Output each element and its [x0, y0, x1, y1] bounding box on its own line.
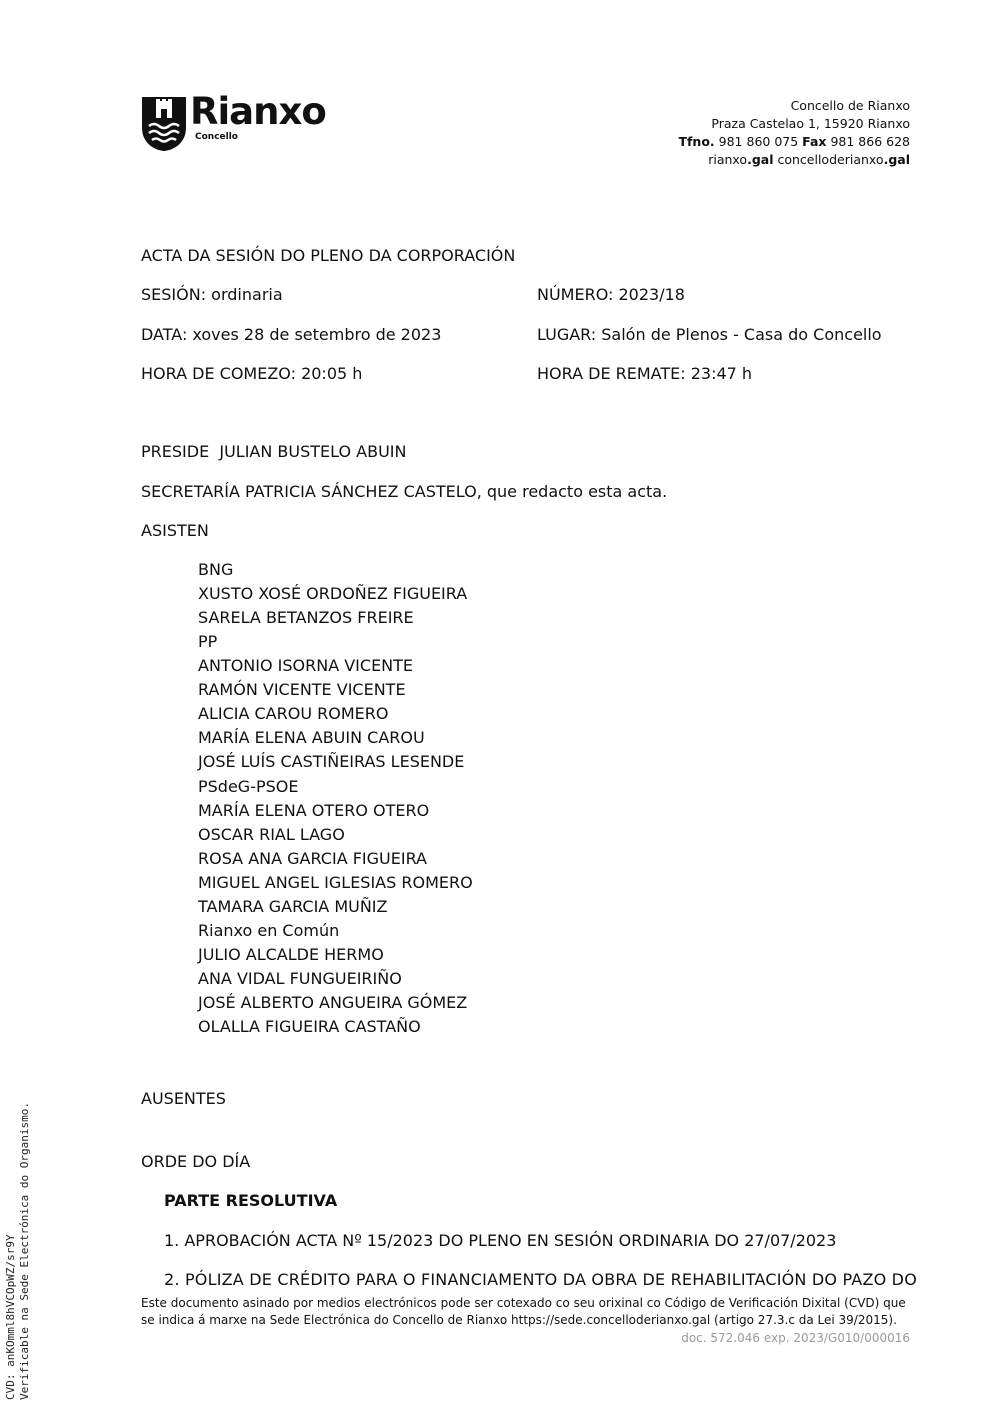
list-item: ANA VIDAL FUNGUEIRIÑO [198, 969, 402, 988]
logo-wordmark: Rianxo [190, 90, 326, 133]
list-item: MARÍA ELENA ABUIN CAROU [198, 728, 425, 747]
footer-notice [141, 1295, 911, 1329]
contact-block [678, 97, 910, 169]
act-title: ACTA DA SESIÓN DO PLENO DA CORPORACIÓN [141, 246, 516, 265]
session-type: SESIÓN: ordinaria [141, 285, 283, 304]
list-item: PSdeG-PSOE [198, 777, 299, 796]
session-date: DATA: xoves 28 de setembro de 2023 [141, 325, 442, 344]
list-item: OLALLA FIGUEIRA CASTAÑO [198, 1017, 421, 1036]
list-item: SARELA BETANZOS FREIRE [198, 608, 414, 627]
list-item: RAMÓN VICENTE VICENTE [198, 680, 406, 699]
list-item: TAMARA GARCIA MUÑIZ [198, 897, 388, 916]
fax-value: 981 866 628 [830, 134, 910, 149]
web2-tld: .gal [883, 152, 910, 167]
web2-name: concelloderianxo [777, 152, 884, 167]
list-item: XUSTO XOSÉ ORDOÑEZ FIGUEIRA [198, 584, 468, 603]
logo-subtitle: Concello [195, 132, 238, 142]
cvd-code: CVD: anKOmml8hVCOpWZ/sr9Y [4, 1234, 17, 1400]
list-item: JOSÉ ALBERTO ANGUEIRA GÓMEZ [198, 993, 468, 1012]
secretary-line: SECRETARÍA PATRICIA SÁNCHEZ CASTELO, que redacto esta acta. [141, 482, 668, 501]
start-time: HORA DE COMEZO: 20:05 h [141, 364, 363, 383]
tfno-label: Tfno. [678, 134, 715, 149]
agenda-item-2: 2. PÓLIZA DE CRÉDITO PARA O FINANCIAMENTO DA OBRA DE REHABILITACIÓN DO PAZO DO [164, 1270, 917, 1289]
preside-line: PRESIDE JULIAN BUSTELO ABUIN [141, 442, 407, 461]
document-reference: doc. 572.046 exp. 2023/G010/000016 [681, 1331, 910, 1345]
list-item: MARÍA ELENA OTERO OTERO [198, 801, 430, 820]
web1-tld: .gal [747, 152, 774, 167]
list-item: OSCAR RIAL LAGO [198, 825, 345, 844]
agenda-label: ORDE DO DÍA [141, 1152, 251, 1171]
footer-line-1: Este documento asinado por medios electrónicos pode ser cotexado co seu orixinal co Código de Verificación Dixital (CVD) que [141, 1296, 906, 1310]
agenda-section: PARTE RESOLUTIVA [164, 1191, 338, 1210]
agenda-item-1: 1. APROBACIÓN ACTA Nº 15/2023 DO PLENO EN SESIÓN ORDINARIA DO 27/07/2023 [164, 1231, 837, 1250]
attendees-label: ASISTEN [141, 521, 209, 540]
list-item: ROSA ANA GARCIA FIGUEIRA [198, 849, 427, 868]
rianxo-logo [141, 90, 346, 152]
coat-of-arms-icon [141, 96, 187, 152]
list-item: PP [198, 632, 218, 651]
verification-note: Verificable na Sede Electrónica do Organismo. [18, 1101, 31, 1400]
list-item: ANTONIO ISORNA VICENTE [198, 656, 414, 675]
session-place: LUGAR: Salón de Plenos - Casa do Concello [537, 325, 882, 344]
contact-web [678, 151, 910, 169]
web1-name: rianxo [708, 152, 748, 167]
list-item: JOSÉ LUÍS CASTIÑEIRAS LESENDE [198, 752, 465, 771]
tfno-value: 981 860 075 [718, 134, 799, 149]
session-number: NÚMERO: 2023/18 [537, 285, 685, 304]
end-time: HORA DE REMATE: 23:47 h [537, 364, 753, 383]
list-item: BNG [198, 560, 234, 579]
absent-label: AUSENTES [141, 1089, 226, 1108]
list-item: JULIO ALCALDE HERMO [198, 945, 384, 964]
contact-address: Praza Castelao 1, 15920 Rianxo [711, 116, 910, 131]
fax-label: Fax [802, 134, 827, 149]
contact-phones [678, 133, 910, 151]
contact-name: Concello de Rianxo [790, 98, 910, 113]
list-item: ALICIA CAROU ROMERO [198, 704, 389, 723]
list-item: Rianxo en Común [198, 921, 340, 940]
list-item: MIGUEL ANGEL IGLESIAS ROMERO [198, 873, 473, 892]
side-verification [4, 1102, 32, 1400]
footer-line-2: se indica á marxe na Sede Electrónica do Concello de Rianxo https://sede.concelloderianxo.gal (artigo 27.3.c da Lei 39/2015). [141, 1313, 897, 1327]
